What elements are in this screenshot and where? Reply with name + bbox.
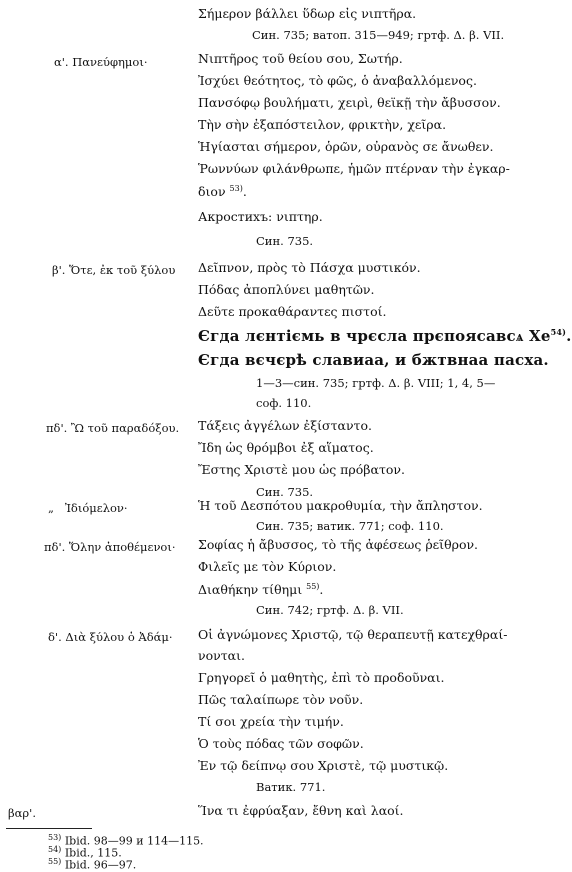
incipit-label: Ὢ τοῦ παραδόξου. <box>70 421 180 435</box>
text-line: Ἡγίασται σήμερον, ὁρῶν, οὐρανὸς σε ἄνωθεν. <box>198 138 494 154</box>
mode-label: πδ'. Ὅλην ἀποθέμενοι· <box>44 539 176 554</box>
footnote-mark: 55) <box>306 581 320 591</box>
mode-label: β'. Ὅτε, ἐκ τοῦ ξύλου <box>52 263 176 278</box>
manuscript-reference: 1—3—син. 735; гртф. Δ. β. VIII; 1, 4, 5— <box>256 376 496 391</box>
incipit-label: Ὅτε, ἐκ τοῦ ξύλου <box>69 263 176 278</box>
text-line: Ἴδη ὡς θρόμβοι ἐξ αἵματος. <box>198 439 374 455</box>
incipit-label: Ὅλην ἀποθέμενοι· <box>68 539 176 554</box>
manuscript-reference: Син. 742; гртф. Δ. β. VII. <box>256 602 404 617</box>
footnote: $^{54)}$ Ibid., 115. <box>48 845 122 860</box>
footnote: $^{55)}$ Ibid. 96—97. <box>48 857 137 872</box>
footnote-mark: 53) <box>229 183 243 193</box>
text-line: Γρηγορεῖ ὁ μαθητὴς, ἐπὶ τὸ προδοῦναι. <box>198 670 445 686</box>
text-line: Σήμερον βάλλει ὕδωρ εἰς νιπτῆρα. <box>198 5 417 21</box>
text-line: Πόδας ἀποπλύνει μαθητῶν. <box>198 282 375 298</box>
text-line: Διαθήκην τίθημι $^{55)}$. <box>198 581 324 597</box>
text-line: Τὴν σὴν ἐξαπόστειλον, φρικτὴν, χεῖρα. <box>198 116 447 132</box>
manuscript-reference: Ватик. 771. <box>256 780 326 795</box>
manuscript-reference: Син. 735. <box>256 484 314 499</box>
mode-label: α'. Πανεύφημοι· <box>54 54 148 69</box>
text-line: Ἰσχύει θεότητος, τὸ φῶς, ὁ ἀναβαλλόμενος. <box>198 72 477 88</box>
mode-label: βαρ'. <box>8 806 36 821</box>
acrostic-line: Акростихъ: νιπτηρ. <box>198 208 323 224</box>
text-line: Πῶς ταλαίπωρε τὸν νοῦν. <box>198 692 364 708</box>
mode-label: πδ'. Ὢ τοῦ παραδόξου. <box>46 421 180 435</box>
text-line: Ἡ τοῦ Δεσπότου μακροθυμία, τὴν ἄπληστον. <box>198 497 483 513</box>
slavonic-line: Єгда лєнтіємь в чрєсла прєпоясавсѧ $Хе^{54)}$. <box>198 327 572 346</box>
text-line: Τί σοι χρεία τὴν τιμήν. <box>198 714 344 730</box>
text-line: Ὁ τοὺς πόδας τῶν σοφῶν. <box>198 736 364 752</box>
incipit-label: Πανεύφημοι· <box>72 54 148 69</box>
manuscript-reference: Син. 735. <box>256 234 314 249</box>
text-line: νονται. <box>198 648 245 664</box>
manuscript-reference: Син. 735; ватик. 771; соф. 110. <box>256 518 444 533</box>
incipit-label: Ἰδιόμελον· <box>64 500 128 515</box>
text-line: Ἐν τῷ δείπνῳ σου Χριστὲ, τῷ μυστικῷ. <box>198 758 449 774</box>
slavonic-line: Єгда вєчєрѣ славиаа, и бжтвнаа пасха. <box>198 351 549 370</box>
footnote: $^{53)}$ Ibid. 98—99 и 114—115. <box>48 833 204 848</box>
text-line: Ἔστης Χριστὲ μου ὡς πρόβατον. <box>198 461 405 477</box>
footnote-mark: 54) <box>550 327 567 338</box>
text-line: Πανσόφῳ βουλήματι, χειρὶ, θεϊκῇ τὴν ἄβυσσον. <box>198 94 501 110</box>
footnote-divider <box>6 828 92 829</box>
text-line: Σοφίας ἡ ἄβυσσος, τὸ τῆς ἀφέσεως ῥεῖθρον. <box>198 536 479 552</box>
incipit-label: Διὰ ξύλου ὁ Ἀδάμ· <box>65 629 173 644</box>
text-line: Φιλεῖς με τὸν Κύριον. <box>198 558 337 574</box>
text-line: Ῥωννύων φιλάνθρωπε, ἡμῶν πτέρναν τὴν ἐγκαρ- <box>198 160 510 176</box>
text-line: Οἱ ἀγνώμονες Χριστῷ, τῷ θεραπευτῇ κατεχθραί- <box>198 626 508 642</box>
text-line: Ἵνα τι ἐφρύαξαν, ἔθνη καὶ λαοί. <box>198 803 404 819</box>
text-line: Δεῖπνον, πρὸς τὸ Πάσχα μυστικόν. <box>198 260 421 276</box>
manuscript-reference: соф. 110. <box>256 396 312 411</box>
text-line: Νιπτῆρος τοῦ θείου σου, Σωτήρ. <box>198 50 403 66</box>
mode-label: δ'. Διὰ ξύλου ὁ Ἀδάμ· <box>48 629 173 644</box>
manuscript-reference: Син. 735; ватоп. 315—949; гртф. Δ. β. VII. <box>252 27 505 42</box>
text-line: Τάξεις ἀγγέλων ἐξίσταντο. <box>198 418 372 433</box>
text-line: διον $^{53)}$. <box>198 183 247 199</box>
mode-label: „ Ἰδιόμελον· <box>48 500 128 515</box>
text-line: Δεῦτε προκαθάραντες πιστοί. <box>198 304 387 320</box>
